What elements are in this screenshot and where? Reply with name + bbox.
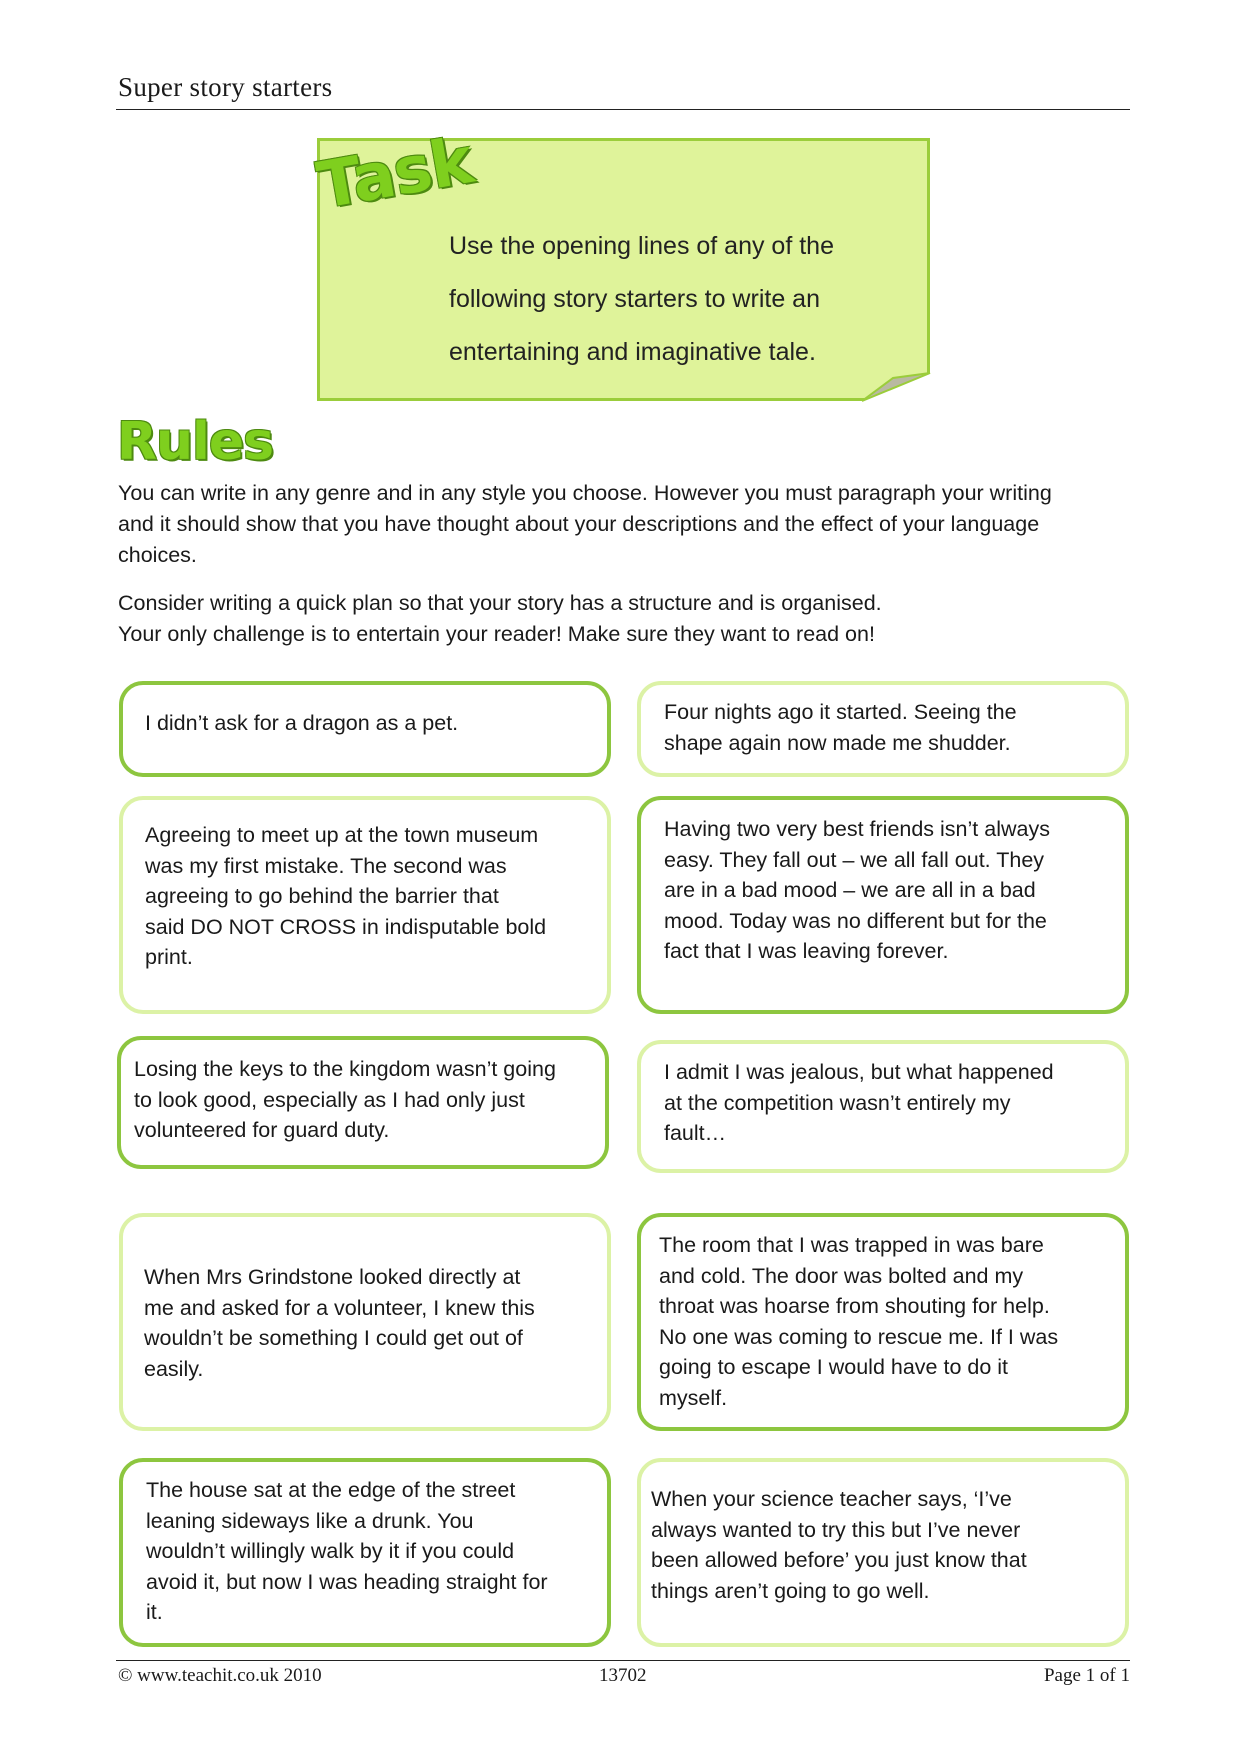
story-starter-text: [144, 1262, 594, 1384]
story-starter-text: [134, 1054, 599, 1146]
card-line: When your science teacher says, ‘I’ve: [651, 1487, 1012, 1511]
page-header-title: Super story starters: [118, 72, 333, 102]
footer-divider: [116, 1660, 1130, 1661]
rules-line: and it should show that you have thought about your descriptions and the effect of your language: [118, 512, 1040, 536]
card-line: at the competition wasn’t entirely my: [664, 1090, 1011, 1115]
card-line: Losing the keys to the kingdom wasn’t going: [134, 1057, 556, 1081]
card-line: No one was coming to rescue me. If I was: [659, 1324, 1059, 1349]
rules-paragraph-1: [118, 478, 1138, 571]
card-line: print.: [145, 945, 193, 969]
rules-line: You can write in any genre and in any style you choose. However you must paragraph your writing: [118, 481, 1052, 505]
task-line: Use the opening lines of any of the: [449, 232, 834, 260]
rules-heading: Rules: [117, 412, 274, 472]
footer-resource-code: 13702: [599, 1665, 647, 1686]
card-line: always wanted to try this but I’ve never: [651, 1517, 1021, 1542]
card-line: are in a bad mood – we are all in a bad: [664, 878, 1036, 902]
task-line: following story starters to write an: [449, 285, 820, 313]
card-line: fact that I was leaving forever.: [664, 939, 949, 963]
card-line: The room that I was trapped in was bare: [659, 1233, 1044, 1257]
card-line: going to escape I would have to do it: [659, 1355, 1009, 1379]
rules-line: Your only challenge is to entertain your reader! Make sure they want to read on!: [118, 622, 875, 646]
card-line: been allowed before’ you just know that: [651, 1548, 1027, 1572]
card-line: mood. Today was no different but for the: [664, 908, 1047, 933]
card-line: shape again now made me shudder.: [664, 730, 1011, 755]
footer-page-number: Page 1 of 1: [1043, 1665, 1130, 1686]
card-line: me and asked for a volunteer, I knew this: [144, 1295, 535, 1320]
task-heading: Task: [312, 124, 478, 224]
footer-copyright: © www.teachit.co.uk 2010: [118, 1665, 322, 1686]
card-line: throat was hoarse from shouting for help.: [659, 1294, 1050, 1318]
story-starter-text: [664, 697, 1114, 758]
card-line: The house sat at the edge of the street: [146, 1478, 516, 1502]
card-line: to look good, especially as I had only just: [134, 1087, 525, 1112]
task-line: entertaining and imaginative tale.: [449, 338, 816, 366]
card-line: I admit I was jealous, but what happened: [664, 1060, 1054, 1084]
card-line: leaning sideways like a drunk. You: [146, 1508, 474, 1533]
story-starter-text: [664, 814, 1124, 967]
card-line: Having two very best friends isn’t always: [664, 817, 1050, 841]
story-starter-text: [145, 820, 595, 973]
card-line: wouldn’t willingly walk by it if you could: [146, 1539, 515, 1563]
card-line: avoid it, but now I was heading straight for: [146, 1569, 548, 1594]
card-line: Agreeing to meet up at the town museum: [145, 823, 539, 847]
story-starter-text: [659, 1230, 1124, 1413]
card-line: When Mrs Grindstone looked directly at: [144, 1265, 521, 1289]
task-instructions: [449, 220, 909, 379]
story-starter-text: [146, 1475, 606, 1628]
card-line: things aren’t going to go well.: [651, 1578, 930, 1603]
card-line: myself.: [659, 1385, 728, 1410]
card-line: Four nights ago it started. Seeing the: [664, 700, 1017, 724]
rules-line: Consider writing a quick plan so that your story has a structure and is organised.: [118, 591, 882, 615]
card-line: fault…: [664, 1121, 727, 1145]
card-line: it.: [146, 1600, 163, 1624]
rules-line: choices.: [118, 543, 197, 567]
story-starter-text: [664, 1057, 1114, 1149]
card-line: and cold. The door was bolted and my: [659, 1263, 1024, 1288]
story-starter-text: [651, 1484, 1116, 1606]
card-line: easily.: [144, 1356, 204, 1381]
card-line: wouldn’t be something I could get out of: [144, 1326, 523, 1350]
story-starter-text: [145, 708, 595, 739]
card-line: was my first mistake. The second was: [145, 853, 507, 878]
card-line: I didn’t ask for a dragon as a pet.: [145, 711, 459, 735]
card-line: volunteered for guard duty.: [134, 1118, 390, 1142]
card-line: easy. They fall out – we all fall out. They: [664, 847, 1045, 872]
card-line: said DO NOT CROSS in indisputable bold: [145, 914, 547, 939]
card-line: agreeing to go behind the barrier that: [145, 884, 499, 908]
rules-paragraph-2: [118, 588, 1138, 650]
